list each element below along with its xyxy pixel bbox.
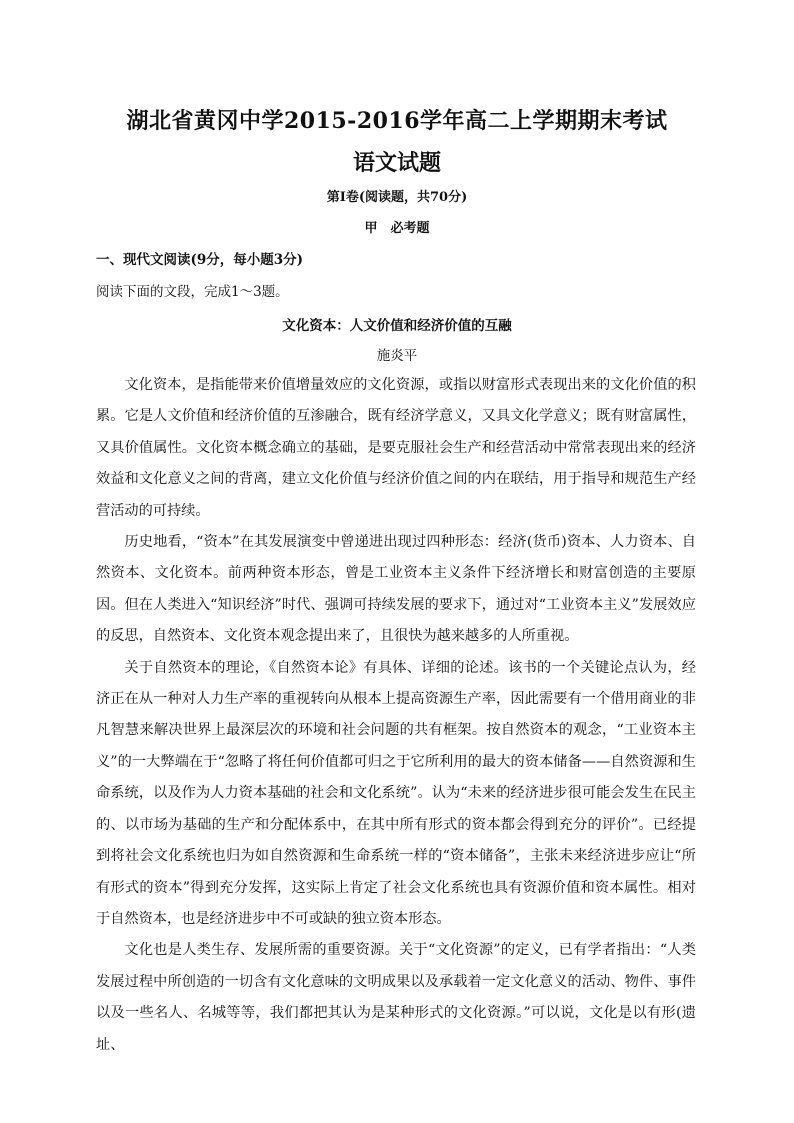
paragraph-4: 文化也是人类生存、发展所需的重要资源。关于“文化资源”的定义，已有学者指出：“人类发展过程中所创造的一切含有文化意味的文明成果以及承载着一定文化意义的活动、物件、事件以及一些名人、名城等等，我们都把其认为是某种形式的文化资源。”可以说，文化是以有形(遗址、 bbox=[96, 942, 696, 1053]
volume-heading: 第Ⅰ卷(阅读题，共70分) bbox=[326, 190, 468, 205]
article-author: 施炎平 bbox=[376, 348, 418, 364]
exam-title: 湖北省黄冈中学2015-2016学年高二上学期期末考试 bbox=[126, 108, 668, 134]
article-title: 文化资本：人文价值和经济价值的互融 bbox=[282, 318, 512, 334]
part-heading: 甲 必考题 bbox=[364, 221, 430, 236]
paragraph-2: 历史地看，“资本”在其发展演变中曾递进出现过四种形态：经济(货币)资本、人力资本、自然资本、文化资本。前两种资本形态，曾是工业资本主义条件下经济增长和财富创造的主要原因。但在人类进入“知识经济”时代、强调可持续发展的要求下，通过对“工业资本主义”发展效应的反思，自然资本、文化资本观念提出来了，且很快为越来越多的人所重视。 bbox=[96, 534, 696, 645]
section-heading: 一、现代文阅读(9分，每小题3分) bbox=[96, 252, 304, 268]
paragraph-3: 关于自然资本的理论，《自然资本论》有具体、详细的论述。该书的一个关键论点认为，经济正在从一种对人力生产率的重视转向从根本上提高资源生产率，因此需要有一个借用商业的非凡智慧来解决世界上最深层次的环境和社会问题的共有框架。按自然资本的观念，“工业资本主义”的一大弊端在于“忽略了将任何价值都可归之于它所利用的最大的资本储备——自然资源和生命系统，以及作为人力资本基础的社会和文化系统”。认为“未来的经济进步很可能会发生在民主的、以市场为基础的生产和分配体系中，在其中所有形式的资本都会得到充分的评价”。已经提到将社会文化系统也归为如自然资源和生命系统一样的“资本储备”，主张未来经济进步应让“所有形式的资本”得到充分发挥，这实际上肯定了社会文化系统也具有资源价值和资本属性。相对于自然资本，也是经济进步中不可或缺的独立资本形态。 bbox=[96, 659, 696, 927]
exam-subtitle: 语文试题 bbox=[352, 150, 441, 176]
paragraph-1: 文化资本，是指能带来价值增量效应的文化资源，或指以财富形式表现出来的文化价值的积累。它是人文价值和经济价值的互渗融合，既有经济学意义，又具文化学意义；既有财富属性，又具价值属性。文化资本概念确立的基础，是要克服社会生产和经营活动中常常表现出来的经济效益和文化意义之间的背离，建立文化价值与经济价值之间的内在联结，用于指导和规范生产经营活动的可持续。 bbox=[96, 377, 696, 519]
article-body bbox=[96, 370, 696, 1061]
reading-instruction: 阅读下面的文段，完成1～3题。 bbox=[96, 284, 289, 300]
